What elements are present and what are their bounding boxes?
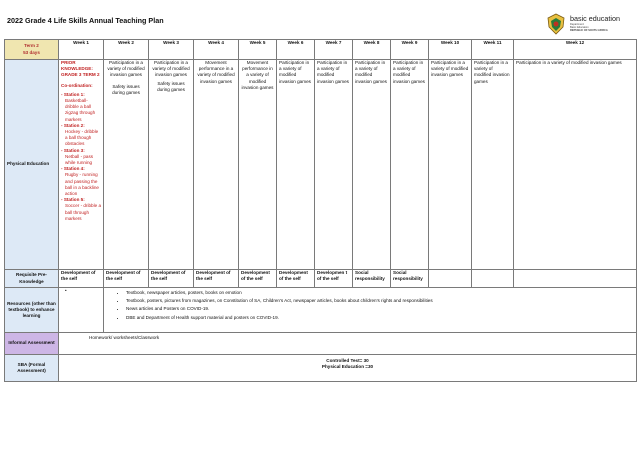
prereq-cell: Development of the self <box>194 270 239 288</box>
informal-row <box>5 333 637 355</box>
row-label: Physical Education <box>5 60 59 270</box>
resources-row <box>5 288 637 333</box>
week6-cell: Participation in a variety of modified invasion games <box>277 60 315 270</box>
week-header: Week 11 <box>472 40 514 60</box>
document-title: 2022 Grade 4 Life Skills Annual Teaching Plan <box>7 16 164 25</box>
week11-cell: Participation in a variety of modified invasion games <box>472 60 514 270</box>
prereq-cell: Developmen t of the self <box>315 270 353 288</box>
resource-item: • News articles and Posters on COVID-19. <box>126 306 634 312</box>
logo-text: basic education <box>570 14 620 23</box>
week7-cell: Participation in a variety of modified invasion games <box>315 60 353 270</box>
row-label: Requisite Pre-Knowledge <box>5 270 59 288</box>
dbe-logo <box>546 13 632 35</box>
header-row <box>5 40 637 60</box>
physical-education-row <box>5 60 637 270</box>
term-cell: Term 2 53 days <box>5 40 59 60</box>
week8-cell: Participation in a variety of modified invasion games <box>353 60 391 270</box>
prereq-cell: Development of the self <box>149 270 194 288</box>
prereq-cell <box>429 270 472 288</box>
sba-row <box>5 355 637 382</box>
week5-cell: Movement performance in a variety of modified invasion games <box>239 60 277 270</box>
resource-item: • Textbook, posters, pictures from magazines, on Constitution of SA, Children's Act, newspaper articles, books about children's rights and responsibilities <box>126 298 634 304</box>
week-header: Week 9 <box>391 40 429 60</box>
week2-cell: Participation in a variety of modified invasion games Safety issues during games <box>104 60 149 270</box>
prereq-cell <box>514 270 637 288</box>
station-4: - Station 4: Rugby - running and passing the ball in a backline action <box>61 166 99 197</box>
sba-line2: Physical Education =30 <box>321 364 374 370</box>
row-label: Informal Assessment <box>5 333 59 355</box>
week1-cell <box>59 60 104 270</box>
station-3: - Station 3: Netball - pass while running <box>61 147 94 166</box>
prereq-cell: Development of the self <box>104 270 149 288</box>
logo-line3: REPUBLIC OF SOUTH AFRICA <box>570 29 608 32</box>
prereq-cell: Development of the self <box>239 270 277 288</box>
logo-line2: Basic Education <box>570 26 589 29</box>
resource-item: • DBE and Department of Health support material and posters on COVID-19. <box>126 315 634 321</box>
annual-teaching-plan-table <box>4 39 637 382</box>
week-header: Week 3 <box>149 40 194 60</box>
week3-cell: Participation in a variety of modified invasion games Safety issues during games <box>149 60 194 270</box>
week-header: Week 2 <box>104 40 149 60</box>
week-header: Week 12 <box>514 40 637 60</box>
station-5: - Station 5: Soccer - dribble a ball through markers <box>61 197 102 221</box>
week-header: Week 10 <box>429 40 472 60</box>
week-header: Week 1 <box>59 40 104 60</box>
resources-bullet-cell: • <box>59 288 104 333</box>
resources-list-cell <box>104 288 637 333</box>
row-label: SBA (Formal Assessment) <box>5 355 59 382</box>
prereq-cell: Development of the self <box>277 270 315 288</box>
week12-cell: Participation in a variety of modified invasion games <box>514 60 637 270</box>
prereq-cell: Social responsibility <box>391 270 429 288</box>
week-header: Week 5 <box>239 40 277 60</box>
coat-of-arms-icon <box>546 13 566 35</box>
station-1: - Station 1: Basketball-dribble a ball zigzag through markers <box>61 91 96 122</box>
logo-line1: Department: <box>570 23 585 26</box>
week-header: Week 8 <box>353 40 391 60</box>
prior-knowledge-heading: PRIOR KNOWLEDGE: GRADE 3 TERM 2 <box>61 60 100 78</box>
prereq-cell: Development of the self <box>59 270 104 288</box>
week-header: Week 4 <box>194 40 239 60</box>
resources-list <box>106 290 634 321</box>
week4-cell: Movement performance in a variety of modified invasion games <box>194 60 239 270</box>
row-label: Resources (other than textbook) to enhance learning <box>5 288 59 333</box>
sba-line1: Controlled Test= 30 <box>326 358 369 363</box>
resource-item: • Textbook, newspaper articles, posters, books on emotion <box>126 290 634 296</box>
week-header: Week 6 <box>277 40 315 60</box>
informal-cell: Homework/ worksheets/Classwork <box>59 333 637 355</box>
prereq-cell <box>472 270 514 288</box>
station-2: - Station 2: Hockey - dribble a ball though obstacles <box>61 122 99 147</box>
coordination-heading: Co-ordination: <box>61 82 93 88</box>
prereq-cell: Social responsibility <box>353 270 391 288</box>
week9-cell: Participation in a variety of modified invasion games <box>391 60 429 270</box>
week10-cell: Participation in a variety of modified invasion games <box>429 60 472 270</box>
prereq-row <box>5 270 637 288</box>
sba-cell <box>59 355 637 382</box>
week-header: Week 7 <box>315 40 353 60</box>
